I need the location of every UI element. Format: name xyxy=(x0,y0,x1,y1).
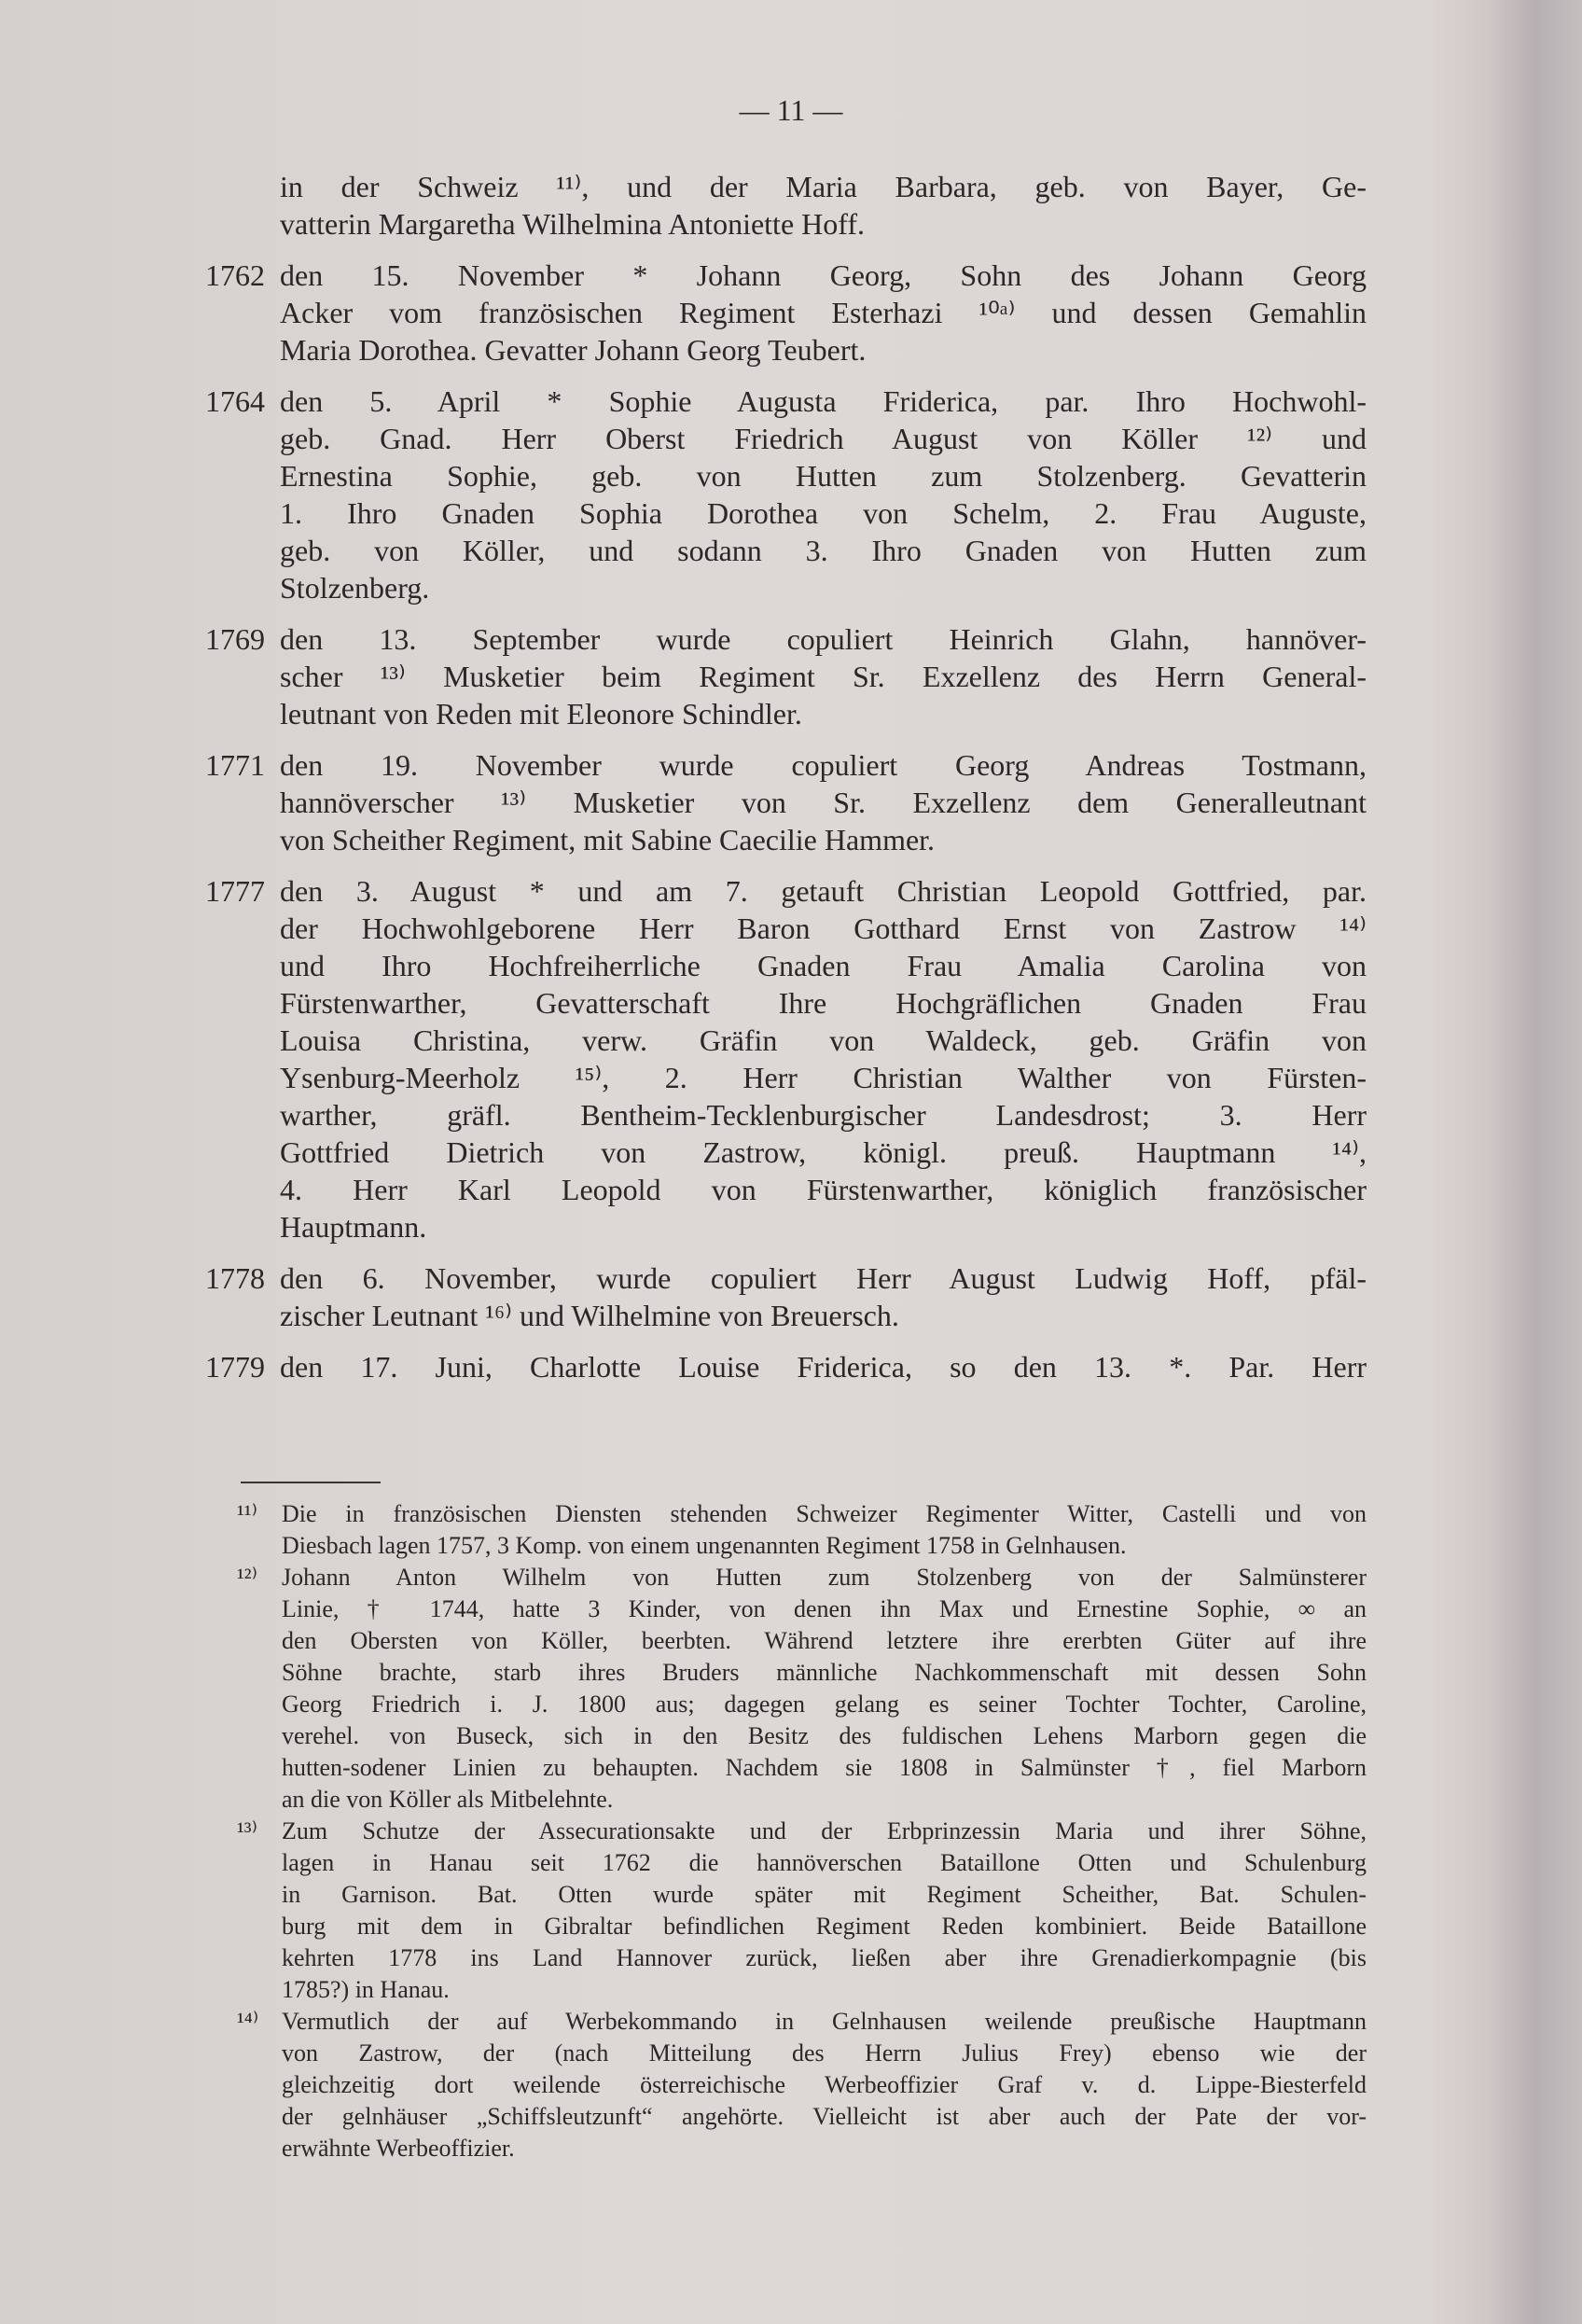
register-entry xyxy=(205,620,1367,732)
footnote-line: lagen in Hanau seit 1762 die hannöverschen Bataillone Otten und Schulenburg xyxy=(282,1849,1367,1876)
footnote-divider xyxy=(241,1482,381,1483)
text-line: den 15. November * Johann Georg, Sohn des Johann Georg xyxy=(280,258,1367,292)
entry-year: 1779 xyxy=(205,1350,265,1384)
text-line: den 13. September wurde copuliert Heinrich Glahn, hannöver- xyxy=(280,622,1367,656)
text-line: den 17. Juni, Charlotte Louise Friderica, so den 13. *. Par. Herr xyxy=(280,1350,1367,1384)
text-line: 4. Herr Karl Leopold von Fürstenwarther, königlich französischer xyxy=(280,1173,1367,1206)
register-entry xyxy=(280,168,1367,243)
entry-year: 1777 xyxy=(205,874,265,908)
text-line: hannöverscher ¹³⁾ Musketier von Sr. Exzellenz dem Generalleutnant xyxy=(280,786,1367,819)
footnote-number: ¹⁴⁾ xyxy=(237,2008,259,2035)
register-entry xyxy=(205,872,1367,1245)
register-entries xyxy=(205,168,1367,1399)
footnote-line: von Zastrow, der (nach Mitteilung des Herrn Julius Frey) ebenso wie der xyxy=(282,2039,1367,2067)
text-line: zischer Leutnant ¹⁶⁾ und Wilhelmine von Breuersch. xyxy=(280,1299,899,1332)
entry-year: 1764 xyxy=(205,384,265,418)
footnote-line: hutten-sodener Linien zu behaupten. Nachdem sie 1808 in Salmünster †, fiel Marborn xyxy=(282,1754,1367,1781)
footnote-line: 1785?) in Hanau. xyxy=(282,1976,450,2003)
footnote-line: Diesbach lagen 1757, 3 Komp. von einem ungenannten Regiment 1758 in Gelnhausen. xyxy=(282,1532,1127,1559)
text-line: vatterin Margaretha Wilhelmina Antoniette Hoff. xyxy=(280,207,865,241)
text-line: Fürstenwarther, Gevatterschaft Ihre Hochgräflichen Gnaden Frau xyxy=(280,986,1367,1020)
register-entry xyxy=(205,746,1367,858)
footnote xyxy=(237,1498,1367,1562)
text-line: scher ¹³⁾ Musketier beim Regiment Sr. Exzellenz des Herrn General- xyxy=(280,660,1367,693)
text-line: Stolzenberg. xyxy=(280,571,430,605)
register-entry xyxy=(205,1348,1367,1385)
entry-year: 1771 xyxy=(205,748,265,782)
text-line: Ysenburg-Meerholz ¹⁵⁾, 2. Herr Christian Walther von Fürsten- xyxy=(280,1061,1367,1094)
text-line: Maria Dorothea. Gevatter Johann Georg Teubert. xyxy=(280,333,867,367)
footnote-line: Johann Anton Wilhelm von Hutten zum Stolzenberg von der Salmünsterer xyxy=(282,1564,1367,1591)
footnote xyxy=(237,2006,1367,2164)
text-line: geb. von Köller, und sodann 3. Ihro Gnaden von Hutten zum xyxy=(280,534,1367,567)
footnote-line: gleichzeitig dort weilende österreichische Werbeoffizier Graf v. d. Lippe-Biesterfeld xyxy=(282,2071,1367,2098)
footnote-line: Die in französischen Diensten stehenden Schweizer Regimenter Witter, Castelli und von xyxy=(282,1500,1367,1527)
register-entry xyxy=(205,257,1367,369)
text-line: leutnant von Reden mit Eleonore Schindler. xyxy=(280,697,802,731)
footnote-line: verehel. von Buseck, sich in den Besitz des fuldischen Lehens Marborn gegen die xyxy=(282,1722,1367,1749)
text-line: und Ihro Hochfreiherrliche Gnaden Frau Amalia Carolina von xyxy=(280,949,1367,982)
text-line: Hauptmann. xyxy=(280,1210,427,1244)
footnote-line: burg mit dem in Gibraltar befindlichen Regiment Reden kombiniert. Beide Bataillone xyxy=(282,1913,1367,1940)
text-line: Acker vom französischen Regiment Esterhazi ¹⁰ᵃ⁾ und dessen Gemahlin xyxy=(280,296,1367,329)
text-line: der Hochwohlgeborene Herr Baron Gotthard Ernst von Zastrow ¹⁴⁾ xyxy=(280,912,1367,945)
footnote-line: Linie, † 1744, hatte 3 Kinder, von denen ihn Max und Ernestine Sophie, ∞ an xyxy=(282,1595,1367,1622)
footnote xyxy=(237,1816,1367,2006)
footnote-line: Zum Schutze der Assecurationsakte und der Erbprinzessin Maria und ihrer Söhne, xyxy=(282,1817,1367,1844)
footnote-line: Georg Friedrich i. J. 1800 aus; dagegen gelang es seiner Tochter Tochter, Caroline, xyxy=(282,1691,1367,1718)
footnotes xyxy=(237,1498,1367,2164)
footnote-number: ¹¹⁾ xyxy=(237,1500,257,1527)
footnote-line: Söhne brachte, starb ihres Bruders männliche Nachkommenschaft mit dessen Sohn xyxy=(282,1659,1367,1686)
text-line: 1. Ihro Gnaden Sophia Dorothea von Schelm, 2. Frau Auguste, xyxy=(280,496,1367,530)
footnote-line: der gelnhäuser „Schiffsleutzunft“ angehörte. Vielleicht ist aber auch der Pate der vor- xyxy=(282,2103,1367,2130)
text-line: den 6. November, wurde copuliert Herr August Ludwig Hoff, pfäl- xyxy=(280,1261,1367,1295)
page-number: — 11 — xyxy=(739,93,843,127)
text-line: den 3. August * und am 7. getauft Christian Leopold Gottfried, par. xyxy=(280,874,1367,908)
entry-year: 1762 xyxy=(205,258,265,292)
register-entry xyxy=(205,383,1367,606)
text-line: Louisa Christina, verw. Gräfin von Waldeck, geb. Gräfin von xyxy=(280,1023,1367,1057)
register-entry xyxy=(205,1259,1367,1334)
text-line: in der Schweiz ¹¹⁾, und der Maria Barbara, geb. von Bayer, Ge- xyxy=(280,170,1367,203)
text-line: den 5. April * Sophie Augusta Friderica, par. Ihro Hochwohl- xyxy=(280,384,1367,418)
footnote xyxy=(237,1562,1367,1816)
entry-year: 1778 xyxy=(205,1261,265,1295)
footnote-line: an die von Köller als Mitbelehnte. xyxy=(282,1786,614,1813)
footnote-line: in Garnison. Bat. Otten wurde später mit Regiment Scheither, Bat. Schulen- xyxy=(282,1881,1367,1908)
footnote-line: Vermutlich der auf Werbekommando in Gelnhausen weilende preußische Hauptmann xyxy=(282,2008,1367,2035)
text-line: Gottfried Dietrich von Zastrow, königl. preuß. Hauptmann ¹⁴⁾, xyxy=(280,1135,1367,1169)
text-line: geb. Gnad. Herr Oberst Friedrich August von Köller ¹²⁾ und xyxy=(280,422,1367,455)
text-line: Ernestina Sophie, geb. von Hutten zum Stolzenberg. Gevatterin xyxy=(280,459,1367,493)
footnote-number: ¹³⁾ xyxy=(237,1817,257,1844)
text-line: den 19. November wurde copuliert Georg Andreas Tostmann, xyxy=(280,748,1367,782)
entry-year: 1769 xyxy=(205,622,265,656)
footnote-line: erwähnte Werbeoffizier. xyxy=(282,2135,515,2162)
footnote-line: den Obersten von Köller, beerbten. Während letztere ihre ererbten Güter auf ihre xyxy=(282,1627,1367,1654)
text-line: von Scheither Regiment, mit Sabine Caecilie Hammer. xyxy=(280,823,936,856)
text-line: warther, gräfl. Bentheim-Tecklenburgischer Landesdrost; 3. Herr xyxy=(280,1098,1367,1132)
footnote-line: kehrten 1778 ins Land Hannover zurück, ließen aber ihre Grenadierkompagnie (bis xyxy=(282,1944,1367,1971)
footnote-number: ¹²⁾ xyxy=(237,1564,257,1591)
